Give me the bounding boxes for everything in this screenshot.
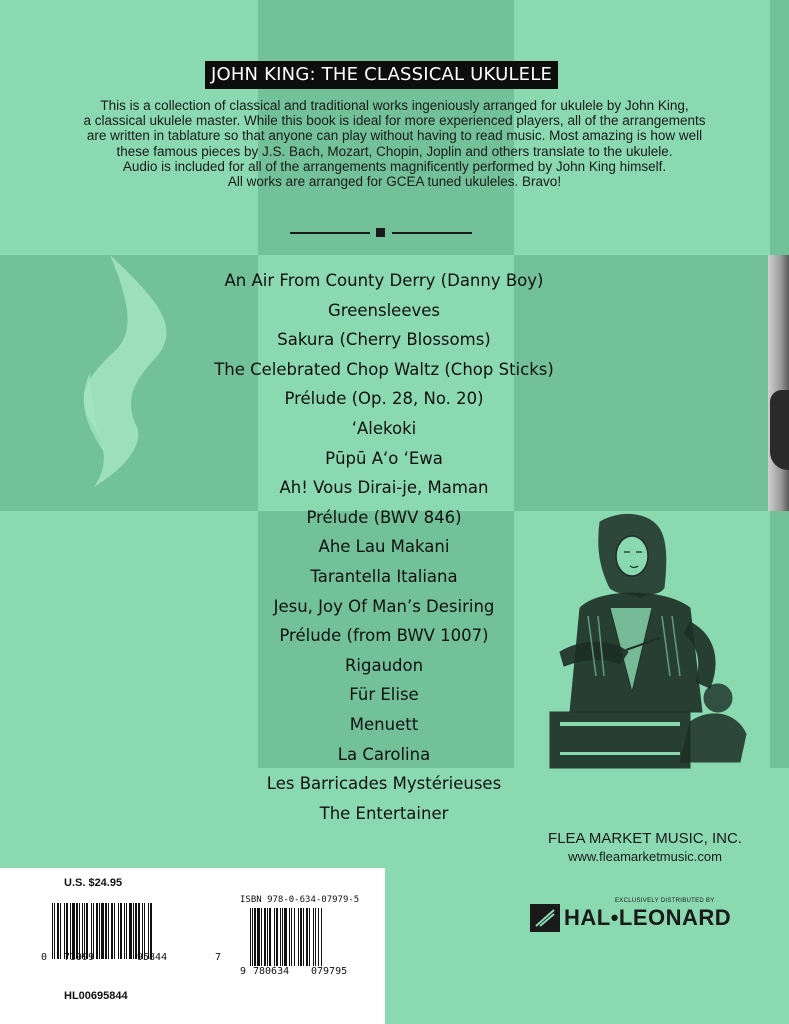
ean-barcode [250,908,368,966]
bach-statue-illustration [540,512,750,770]
barcode-bar [274,908,275,966]
hal-leonard-logo [530,904,750,932]
bg-block-top-right [770,0,789,255]
barcode-bar [96,903,98,959]
barcode-bar [129,903,132,959]
song-list [180,266,588,828]
barcode-bar [318,908,319,966]
barcode-bar [93,903,94,959]
barcode-bar [284,908,287,966]
barcode-bar [133,903,134,959]
barcode-bar [306,908,308,966]
barcode-bar [124,903,125,959]
barcode-bar [300,908,302,966]
song-item: Ahe Lau Makani [318,537,450,557]
ean-first-digit: 9 [240,966,247,977]
barcode-bar [82,903,83,959]
song-item: The Celebrated Chop Waltz (Chop Sticks) [214,359,554,379]
upc-barcode [52,903,207,959]
song-item: Les Barricades Mystérieuses [266,774,502,794]
distributor-tagline: EXCLUSIVELY DISTRIBUTED BY [615,898,715,904]
divider-ornament [290,226,472,240]
ean-digits-right: 079795 [311,966,348,977]
barcode-bar [86,903,88,959]
isbn-label: ISBN 978-0-634-07979-5 [240,895,360,905]
upc-digits-right: 95844 [137,952,168,963]
barcode-bar [111,903,113,959]
barcode-bar [315,908,316,966]
barcode-bar [57,903,59,959]
barcode-bar [142,903,143,959]
barcode-bar [108,903,109,959]
song-item: Pūpū Aʻo ʻEwa [325,448,443,468]
barcode-bar [144,903,145,959]
barcode-bar [298,908,299,966]
barcode-bar [148,903,149,959]
barcode-bar [264,908,266,966]
barcode-bar [76,903,78,959]
barcode-bar [303,908,304,966]
song-item: Sakura (Cherry Blossoms) [277,330,491,350]
barcode-bar [254,908,256,966]
item-code: HL00695844 [64,990,128,1002]
barcode-bar [250,908,251,966]
distributor-name: HAL•LEONARD [564,905,732,930]
song-item: Greensleeves [328,300,440,320]
barcode-bar [267,908,268,966]
upc-left-digit: 0 [41,952,48,963]
barcode-bar [291,908,292,966]
song-item: Ah! Vous Dirai-je, Maman [279,478,489,498]
barcode-bar [276,908,278,966]
song-item: Prélude (from BWV 1007) [279,626,489,646]
hal-leonard-logo-icon [530,904,560,932]
barcode-bar [269,908,271,966]
publisher-url: www.fleamarketmusic.com [568,849,722,864]
upc-right-digit: 7 [215,952,222,963]
barcode-bar [321,908,322,966]
song-item: Rigaudon [344,655,424,675]
publisher-name: FLEA MARKET MUSIC, INC. [548,830,742,847]
divider-square-icon [376,228,385,237]
song-item: Für Elise [349,685,419,705]
barcode-bar [257,908,260,966]
barcode-bar [126,903,127,959]
barcode-bar [52,903,53,959]
barcode-bar [150,903,152,959]
barcode-bar [138,903,140,959]
barcode-bar [282,908,283,966]
song-item: Tarantella Italiana [310,566,458,586]
barcode-bar [101,903,104,959]
song-item: An Air From County Derry (Danny Boy) [224,271,544,290]
book-title: JOHN KING: THE CLASSICAL UKULELE [205,61,558,89]
barcode-bar [60,903,61,959]
song-item: Jesu, Joy Of Man’s Desiring [273,596,495,616]
barcode-bar [309,908,310,966]
barcode-bar [91,903,92,959]
song-item: La Carolina [337,744,431,764]
barcode-bar [79,903,80,959]
song-item: Menuett [349,714,419,734]
barcode-bar [289,908,290,966]
barcode-bar [313,908,314,966]
barcode-bar [118,903,119,959]
barcode-bar [294,908,295,966]
upc-digits-left: 73999 [64,952,95,963]
barcode-bar [252,908,253,966]
song-item: The Entertainer [319,803,449,823]
barcode-bar [72,903,75,959]
barcode-bar [99,903,100,959]
barcode-bar [114,903,115,959]
bg-block-lower-right [770,511,789,768]
barcode-bar [84,903,85,959]
price-label: U.S. $24.95 [64,877,123,889]
ean-digits-left: 780634 [253,966,290,977]
barcode-bar [54,903,55,959]
barcode-bar [70,903,71,959]
song-item: ʻAlekoki [351,418,417,438]
photo-edge [768,255,789,511]
barcode-bar [64,903,65,959]
photo-edge-shadow [770,390,789,470]
barcode-bar [280,908,281,966]
song-item: Prélude (BWV 846) [306,507,462,527]
barcode-bar [261,908,262,966]
barcode-bar [105,903,107,959]
barcode-bar [66,903,68,959]
barcode-bar [120,903,122,959]
swirl-ornament-icon [62,255,182,495]
barcode-bar [135,903,137,959]
publisher-block [520,829,770,865]
book-description: This is a collection of classical and traditional works ingeniously arranged for ukulele by John King, a classical ukulele master. While this book is ideal for more experienced players, all of the arrangements are written in tablature so that anyone can play without having to read music. Most amazing is how well these famous pieces by J.S. Bach, Mozart, Chopin, Joplin and others translate to the ukulele. Audio is included for all of the arrangements magnificently performed by John King himself. All works are arranged for GCEA tuned ukuleles. Bravo! [83,98,706,190]
song-item: Prélude (Op. 28, No. 20) [284,389,484,409]
